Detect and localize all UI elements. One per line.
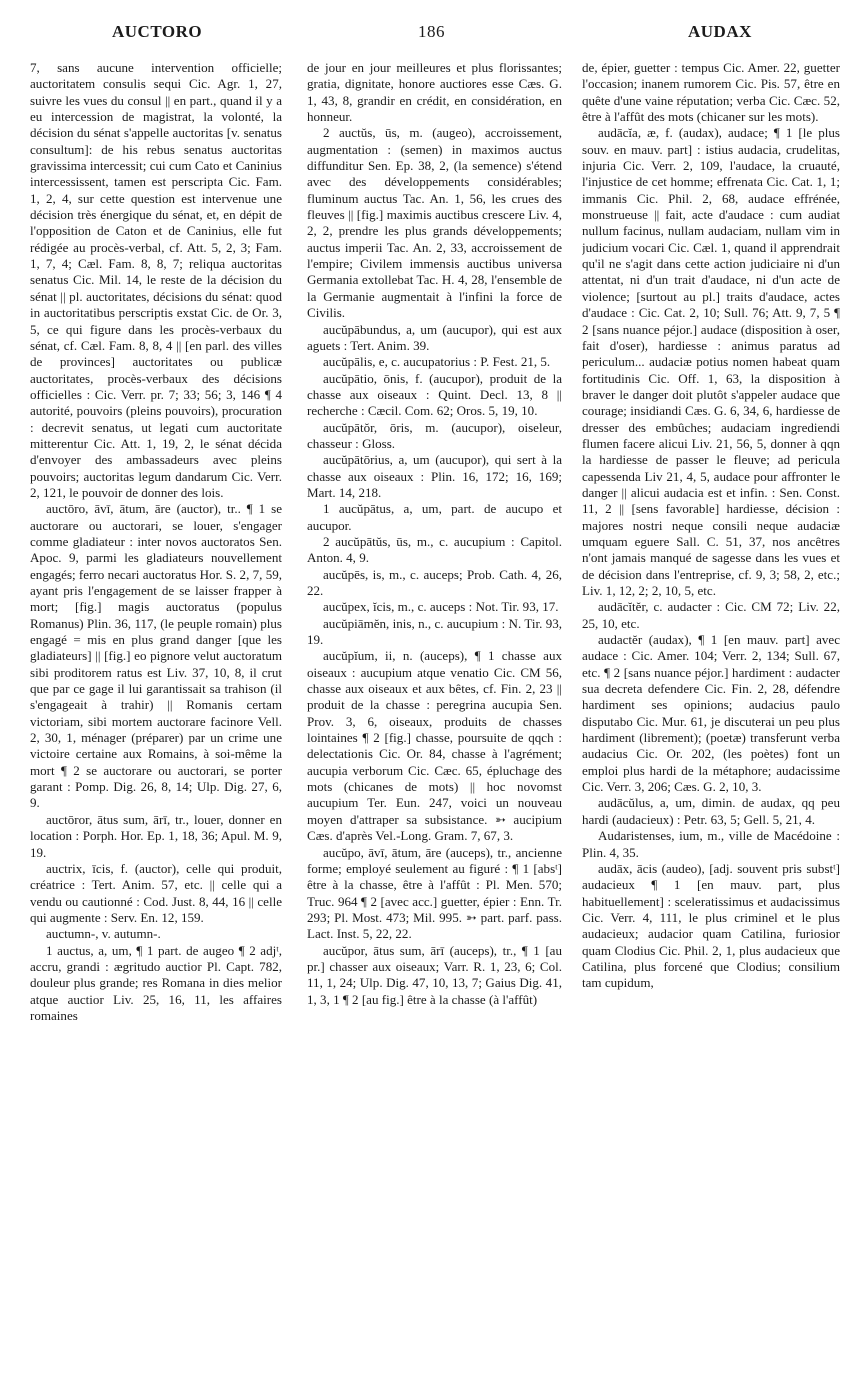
entry-aucupium: aucŭpĭum, ii, n. (auceps), ¶ 1 chasse aux oiseaux : aucupium atque venatio Cic. CM 56, chasse aux oiseaux et aux bêtes, cf. Fin. 2, 23 || produit de la chasse : peregrina aucupia Sen. Prov. 3, 6, oiseaux, produits de chasses lointaines ¶ 2 [fig.] chasse, poursuite de qqch : delectationis Cic. Or. 84, chasse à l'agrément; aucupia verborum Cic. Cæc. 65, épluchage des mots (chicanes de mots) || hoc novomst aucupium Ter. Eun. 247, voici un nouveau moyen d'attraper sa subsistance. ➳ aucipium Cæs. d'après Vel.-Long. Gram. 7, 67, 3. — [307, 648, 562, 844]
entry-aucupalis: aucŭpālis, e, c. aucupatorius : P. Fest. 21, 5. — [323, 354, 551, 370]
page-number: 186 — [418, 22, 445, 41]
entry-audaristenses: Audaristenses, ium, m., ville de Macédoine : Plin. 4, 35. — [582, 828, 840, 860]
entry-aucupex: aucŭpex, ĭcis, m., c. auceps : Not. Tir. 93, 17. — [323, 599, 559, 615]
entry-audacter: audactĕr (audax), ¶ 1 [en mauv. part] avec audace : Cic. Amer. 104; Verr. 2, 134; Sull. 67, etc. ¶ 2 [sans nuance péjor.] hardiment : audacter sua decreta defendere Cic. Fin. 2, 28, défendre hardiment ses opinions; audacius paulo disputabo Cic. Mur. 61, je discuterai un peu plus hardiment (librement); (poetæ) transferunt verba audacius Cic. Or. 202, (les poètes) font un emploi plus hardi de la métaphore; audacissime Cic. Verr. 3, 206; Cæs. G. 2, 10, 3. — [582, 632, 840, 795]
entry-continuation: de, épier, guetter : tempus Cic. Amer. 22, guetter l'occasion; inanem rumorem Cic. Pis. 57, être en quête d'une vaine réputation; verba Cic. Cæc. 52, être à l'affût des mots (chicaner sur les mots). — [582, 60, 840, 125]
entry-auctus-2: 2 auctŭs, ūs, m. (augeo), accroissement, augmentation : (semen) in maximos auctus diffunditur Sen. Ep. 38, 2, (la semence) s'étend avec des développements considérables; fluminum auctus Tac. An. 1, 56, les crues des fleuves || [fig.] maximis auctibus crescere Liv. 4, 2, 2, prendre les plus grands développements; auctus imperii Tac. An. 2, 33, accroissement de l'empire; Civilem immensis auctibus universa Germania extollebat Tac. H. 4, 28, l'ensemble de la Germanie augmentait à l'infini la force de Civilis. — [307, 125, 562, 321]
entry-aucupatio: aucŭpātio, ōnis, f. (aucupor), produit de la chasse aux oiseaux : Quint. Decl. 13, 8 || recherche : Cæcil. Com. 62; Oros. 5, 19, 10. — [307, 370, 562, 419]
entry-auctoro: auctōro, āvī, ātum, āre (auctor), tr.. ¶ 1 se auctorare ou auctorari, se louer, s'engager comme gladiateur : inter novos auctoratos Sen. Apoc. 9, parmi les gladiateurs nouvellement engagés; ferro necari auctoratus Hor. S. 2, 7, 59, ayant pris l'engagement de se laisser frapper à mort; [fig.] magis auctoratus (populus Romanus) Plin. 36, 117, (le peuple romain) plus engagé = mis en plus grand danger [que les gladiateurs] || [fig.] eo pignore velut auctoratum sibi proditorem ratus est Liv. 37, 10, 8, il crut que par ce gage il lui garantissait sa trahison (il s'engageait à trahir) || Romanis certam victoriam, sibi mortem auctorare facinore Vell. 2, 30, 1, ménager (préparer) par un crime une victoire certaine aux Romains, à soi-même la mort ¶ 2 se auctorare ou auctorari, se porter garant : Pomp. Dig. 26, 8, 14; Ulp. Dig. 27, 6, 9. — [30, 501, 282, 811]
entry-aucupatorius: aucŭpātōrius, a, um (aucupor), qui sert à la chasse aux oiseaux : Plin. 16, 172; 16, 169; Mart. 14, 218. — [307, 452, 562, 500]
column-right — [582, 60, 840, 1370]
entry-aucupabundus: aucŭpābundus, a, um (aucupor), qui est aux aguets : Tert. Anim. 39. — [307, 321, 562, 353]
running-head-right: AUDAX — [688, 22, 752, 41]
column-left — [30, 60, 282, 1370]
entry-aucupor: aucŭpor, ātus sum, ārī (auceps), tr., ¶ 1 [au pr.] chasser aux oiseaux; Varr. R. 1, 23, 6; Col. 11, 1, 24; Ulp. Dig. 47, 10, 13, 7; Gaius Dig. 41, 1, 3, 1 ¶ 2 [au fig.] être à la chasse (à l'affût) — [307, 942, 562, 1007]
running-head-left: AUCTORO — [112, 22, 203, 41]
entry-auctus-1: 1 auctus, a, um, ¶ 1 part. de augeo ¶ 2 adjᵗ, accru, grandi : ægritudo auctior Pl. Capt. 782, douleur plus grande; res Romana in dies melior atque auctior Liv. 25, 16, 11, les affaires romaines — [30, 942, 282, 1023]
entry-auctrix: auctrix, īcis, f. (auctor), celle qui produit, créatrice : Tert. Anim. 57, etc. || celle qui a vendu ou cautionné : Cod. Just. 8, 44, 16 || celle qui augmente : Serv. En. 12, 159. — [30, 860, 282, 925]
entry-aucupator: aucŭpātŏr, ōris, m. (aucupor), oiseleur, chasseur : Gloss. — [307, 419, 562, 451]
entry-aucupes: aucŭpēs, is, m., c. auceps; Prob. Cath. 4, 26, 22. — [307, 566, 562, 598]
entry-audaciter: audācĭtĕr, c. audacter : Cic. CM 72; Liv. 22, 25, 10, etc. — [582, 599, 840, 631]
entry-aucupatus-1: 1 aucŭpātus, a, um, part. de aucupo et aucupor. — [307, 501, 562, 533]
entry-continuation: 7, sans aucune intervention officielle; auctoritatem consulis sequi Cic. Agr. 1, 27, suivre les vues du consul || en part., quand il y a eu intercession de magistrat, la volonté, la décision du sénat s'appelle auctoritas [v. senatus consultum]: de his rebus senatus auctoritas gravissima intercessit; cui cum Cato et Caninius intercessissent, tamen est perscripta Cic. Fam. 1, 2, 4, sur cette question est intervenue une décision très énergique du sénat, et, en dépit de l'opposition de Caton et de Caninius, elle fut rédigée au procès-verbal, cf. Att. 5, 2, 3; Fam. 1, 7, 4; Cæl. Fam. 8, 8, 7; reliqua auctoritas senatus Cic. Mil. 14, le reste de la décision du sénat || pl. auctoritates, décisions du sénat: quod in auctoritatibus perscriptis exstat Cic. de Or. 3, 5, ce qui figure dans les procès-verbaux du sénat, cf. Cæl. Fam. 8, 8, 4 || [en parl. des villes de provinces] auctoritates ou publicæ auctoritates, procès-verbaux des décisions officielles : Cic. Verr. pr. 7; 33; 56; 3, 146 ¶ 4 autorité, pouvoirs (pleins pouvoirs), procuration : decrevit senatus, ut legati cum auctoritate mitterentur Cic. Att. 1, 19, 2, le sénat décida d'envoyer des ambassadeurs avec pleins pouvoirs; auctoritas legum dandarum Cic. Verr. 2, 121, le pouvoir de donner des lois. — [30, 60, 282, 500]
entry-auctoror: auctōror, ātus sum, ārī, tr., louer, donner en location : Porph. Hor. Ep. 1, 18, 36; Apul. M. 9, 19. — [30, 811, 282, 860]
entry-continuation: de jour en jour meilleures et plus florissantes; gratia, dignitate, honore auctiores esse Cæs. G. 1, 43, 8, grandir en crédit, en considération, en honneur. — [307, 60, 562, 125]
entry-aucupatus-2: 2 aucŭpātŭs, ūs, m., c. aucupium : Capitol. Anton. 4, 9. — [307, 533, 562, 566]
entry-aucupiamen: aucŭpiāmĕn, inis, n., c. aucupium : N. Tir. 93, 19. — [307, 615, 562, 648]
entry-audaculus: audācŭlus, a, um, dimin. de audax, qq peu hardi (audacieux) : Petr. 63, 5; Gell. 5, 21, 4. — [582, 795, 840, 827]
entry-audax: audāx, ācis (audeo), [adj. souvent pris substᵗ] audacieux ¶ 1 [en mauv. part, plus habituellement] : sceleratissimus et audacissimus Cic. Verr. 4, 111, le plus criminel et le plus audacieux; audacior quam Catilina, furiosior quam Clodius Cic. Phil. 2, 1, plus audacieux que Catilina, plus forcené que Clodius; consilium tam cupidum, — [582, 860, 840, 991]
entry-aucupo: aucŭpo, āvī, ātum, āre (auceps), tr., ancienne forme; employé seulement au figuré : ¶ 1 [absᵗ] être à la chasse, être à l'affût : Pl. Men. 570; Truc. 964 ¶ 2 [avec acc.] guetter, épier : Enn. Tr. 293; Pl. Most. 473; Mil. 995. ➳ part. parf. pass. Lact. Inst. 5, 22, 22. — [307, 844, 562, 942]
entry-auctumn: auctumn-, v. autumn-. — [46, 926, 161, 942]
entry-audacia: audācĭa, æ, f. (audax), audace; ¶ 1 [le plus souv. en mauv. part] : istius audacia, crudelitas, injuria Cic. Verr. 2, 109, l'audace, la cruauté, l'injustice de cet homme; effrenata Cic. Cat. 1, 1; immanis Cic. Phil. 2, 68, audace effrénée, monstrueuse || fait, acte d'audace : cum audiat nullum facinus, nullam audaciam, nullam vim in judicium vocari Cic. Cæl. 1, quand il apprendrait qu'il ne s'agit dans cette action judiciaire ni d'un attentat, ni d'un trait d'audace, ni d'un acte de violence; [surtout au pl.] traits d'audace, actes d'audace : Cic. Cat. 2, 10; Sull. 76; Att. 9, 7, 5 ¶ 2 [sans nuance péjor.] audace (disposition à oser, fait d'oser), hardiesse : animus paratus ad periculum... audaciæ potius nomen habeat quam fortitudinis Cic. Off. 1, 63, la disposition à braver le danger doit plutôt s'appeler audace que courage; insidiandi Cæs. G. 6, 34, 6, hardiesse de dresser des embûches; audaciam ingrediendi flumen facere alicui Liv. 21, 56, 5, donner à qqn la hardiesse de passer le fleuve; ad pericula capessenda Liv 21, 4, 5, audace pour affronter le danger || alicui audacia est et infin. : Sen. Const. 11, 2 || [sens favorable] hardiesse, décision : majores nostri neque consili neque audaciæ umquam eguere Sall. C. 51, 37, nos ancêtres n'ont jamais manqué de sagesse dans les vues et de décision dans l'entreprise, cf. 9, 3; 58, 2, etc.; Liv. 1, 12, 2; 2, 10, 5, etc. — [582, 125, 840, 598]
column-middle — [307, 60, 562, 1370]
page-header — [0, 0, 867, 48]
